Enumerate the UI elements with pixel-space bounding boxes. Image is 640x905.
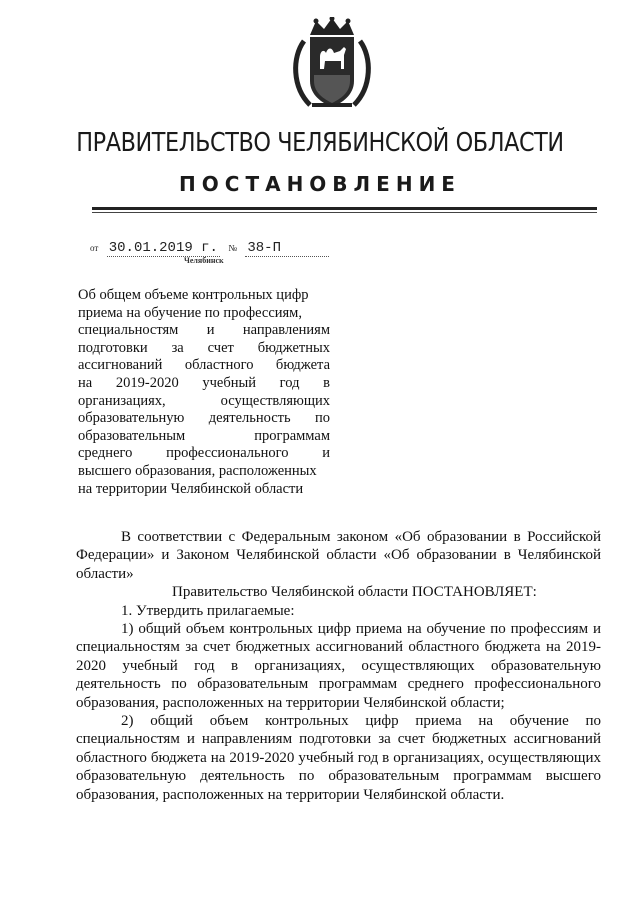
item-1: 1. Утвердить прилагаемые:	[121, 602, 295, 619]
subject-line: специальностям и направлениям	[78, 322, 330, 339]
subject-line: среднего профессионального и	[78, 445, 330, 462]
number-label: №	[228, 243, 237, 253]
header-divider-thick	[92, 207, 597, 210]
subject-line: подготовки за счет бюджетных	[78, 339, 330, 356]
header-divider-thin	[92, 212, 597, 213]
subject-line: образовательным программам	[78, 427, 330, 444]
government-title: ПРАВИТЕЛЬСТВО ЧЕЛЯБИНСКОЙ ОБЛАСТИ	[76, 128, 564, 158]
subject-line: на 2019-2020 учебный год в	[78, 374, 330, 391]
subject-line: на территории Челябинской области	[78, 480, 304, 497]
subject-line: Об общем объеме контрольных цифр	[78, 287, 309, 303]
document-subject	[78, 287, 330, 498]
preamble-paragraph: В соответствии с Федеральным законом «Об образовании в Российской Федерации» и Законом Челябинской области «Об образовании в Челябинской области»	[76, 529, 601, 582]
subject-line: высшего образования, расположенных	[78, 462, 317, 479]
document-number: 38-П	[245, 240, 329, 257]
item-1-2: 2) общий объем контрольных цифр приема на обучение по специальностям и направлениям подготовки за счет бюджетных ассигнований областного бюджета на 2019-2020 учебный год в организациях, осуществляющих образовательную деятельность по образовательным программам высшего образования, расположенных на территории Челябинской области.	[76, 713, 601, 803]
document-meta	[90, 240, 329, 257]
from-label: от	[90, 243, 99, 253]
subject-line: приема на обучение по профессиям,	[78, 304, 302, 321]
document-city: Челябинск	[184, 256, 224, 265]
subject-line: образовательную деятельность по	[78, 410, 330, 427]
document-body	[76, 528, 601, 804]
document-type: ПОСТАНОВЛЕНИЕ	[179, 172, 461, 196]
subject-line: ассигнований областного бюджета	[78, 357, 330, 374]
subject-line: организациях, осуществляющих	[78, 392, 330, 409]
document-date: 30.01.2019 г.	[108, 240, 218, 256]
resolution-line: Правительство Челябинской области ПОСТАНОВЛЯЕТ:	[172, 584, 537, 601]
coat-of-arms-icon	[290, 17, 374, 112]
item-1-1: 1) общий объем контрольных цифр приема на обучение по профессиям и специальностям за счет бюджетных ассигнований областного бюджета на 2019-2020 учебный год в организациях, осуществляющих образовательную деятельность по образовательным программам среднего профессионального образования, расположенных на территории Челябинской области;	[76, 621, 601, 711]
